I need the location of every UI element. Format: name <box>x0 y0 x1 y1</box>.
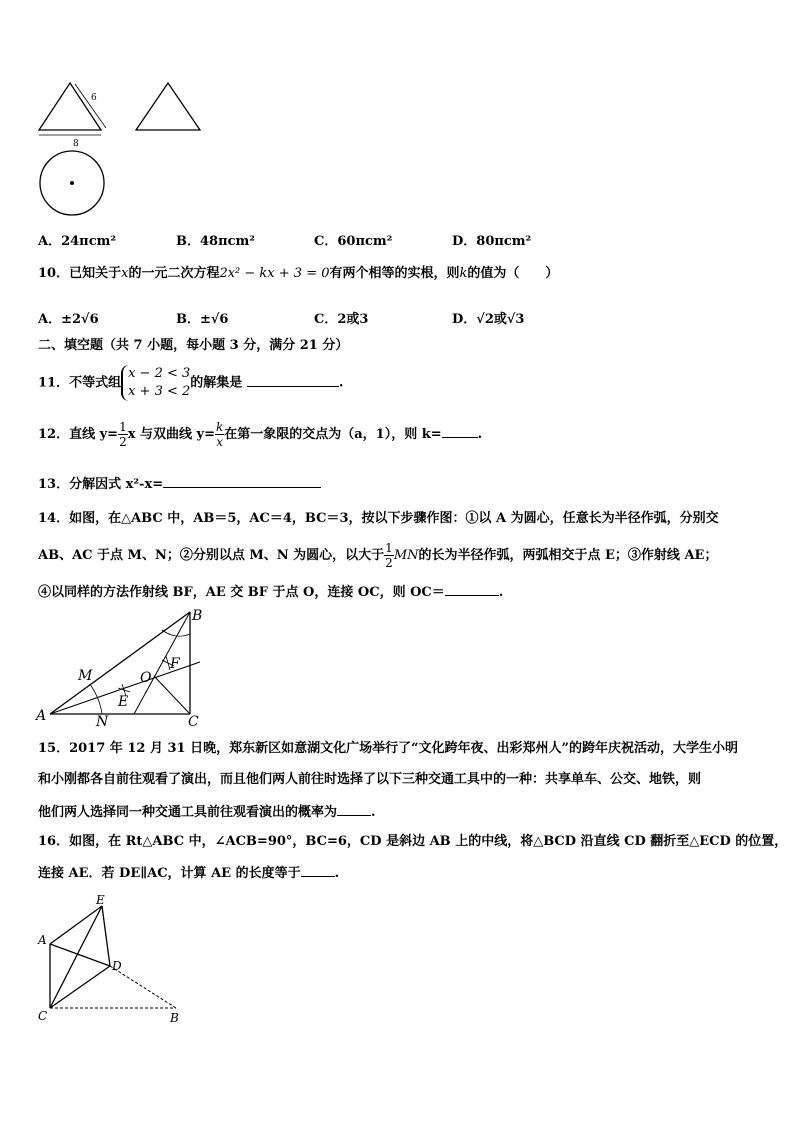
dimension-line-side <box>75 84 106 128</box>
q10-option-b: B．±√6 <box>176 312 229 327</box>
ray-bf <box>134 612 190 714</box>
q14-line2-b: 的长为半径作弧，两弧相交于点 E；③作射线 AE； <box>418 548 718 563</box>
q11-line2: x + 3 < 2 <box>128 384 191 399</box>
segment-cd <box>50 966 110 1008</box>
q11-inequality-system <box>121 365 190 401</box>
label-c: C <box>38 1009 48 1023</box>
q16-line2-end: . <box>334 866 340 881</box>
q15-answer-blank[interactable] <box>337 801 371 816</box>
label-e: E <box>118 694 129 710</box>
triangle-left <box>39 83 101 130</box>
q9-figure <box>30 78 220 228</box>
q10-k: k <box>459 266 468 281</box>
q14-answer-blank[interactable] <box>445 581 499 596</box>
q14-line3 <box>38 581 503 603</box>
label-c: C <box>188 714 199 730</box>
label-b: B <box>192 608 203 624</box>
q14-fraction: $\frac{1}{2}$ <box>385 541 393 570</box>
q13-text: 13．分解因式 x²-x= <box>38 477 164 492</box>
q10-option-c: C．2或3 <box>314 312 369 327</box>
q16-line2 <box>38 862 339 884</box>
segment-oc <box>154 676 190 714</box>
diameter-label: 8 <box>73 139 79 149</box>
q12-fraction-1: $\frac{1}{2}$ <box>119 420 127 449</box>
label-a: A <box>36 708 47 724</box>
q14-line3-text: ④以同样的方法作射线 BF，AE 交 BF 于点 O，连接 OC，则 OC＝ <box>38 585 445 600</box>
q14-line2 <box>38 541 717 570</box>
side-length-label: 6 <box>91 93 97 103</box>
q16-line1: 16．如图，在 Rt△ABC 中，∠ACB=90°，BC=6，CD 是斜边 AB 上的中线，将△BCD 沿直线 CD 翻折至△ECD 的位置， <box>38 834 788 849</box>
q10-option-d: D．√2或√3 <box>452 312 525 327</box>
q11-question <box>38 365 343 401</box>
q16-answer-blank[interactable] <box>301 862 335 877</box>
q15-line3-end: . <box>371 805 376 820</box>
q9-option-b: B．48πcm² <box>176 234 255 249</box>
q12-question <box>38 420 482 449</box>
q12-mid: x 与双曲线 y= <box>127 427 215 442</box>
q9-option-a: A．24πcm² <box>38 234 117 249</box>
q13-question <box>38 473 321 495</box>
section-2-heading: 二、填空题（共 7 小题，每小题 3 分，满分 21 分） <box>38 338 349 353</box>
q9-option-d: D．80πcm² <box>452 234 532 249</box>
q14-mn: MN <box>393 548 419 563</box>
q11-suffix: 的解集是 <box>190 375 243 391</box>
q15-line3-text: 他们两人选择同一种交通工具前往观看演出的概率为 <box>38 805 338 820</box>
q12-answer-blank[interactable] <box>442 423 478 438</box>
label-o: O <box>140 670 152 686</box>
label-a: A <box>38 933 47 947</box>
q10-equation: 2x² − kx + 3 = 0 <box>219 266 330 281</box>
q10-suffix: 有两个相等的实根，则 <box>329 266 460 281</box>
arc-b <box>162 630 190 636</box>
label-e: E <box>96 893 105 907</box>
q11-answer-blank[interactable] <box>247 372 339 387</box>
q15-line2: 和小刚都各自前往观看了演出，而且他们两人前往时选择了以下三种交通工具中的一种：共享单车、公交、地铁，则 <box>38 772 702 787</box>
label-n: N <box>96 714 109 730</box>
segment-ed <box>102 906 110 966</box>
q13-answer-blank[interactable] <box>163 473 321 488</box>
q12-suffix: 在第一象限的交点为（a，1），则 k= <box>224 427 442 442</box>
q10-option-a: A．±2√6 <box>38 312 99 327</box>
q16-figure <box>34 892 194 1026</box>
segment-ea <box>50 906 102 944</box>
label-m: M <box>78 668 93 684</box>
q10-end: 的值为（ ） <box>467 266 559 281</box>
circle-center-dot <box>70 181 74 185</box>
q14-figure <box>34 604 214 730</box>
q11-end: . <box>338 375 344 391</box>
q12-fraction-2: $\frac{k}{x}$ <box>215 420 224 449</box>
q10-var: x <box>121 266 129 281</box>
segment-ec <box>50 906 102 1008</box>
q11-prefix: 11．不等式组 <box>38 375 122 391</box>
q10-prefix: 10．已知关于 <box>38 266 122 281</box>
q12-prefix: 12．直线 y= <box>38 427 119 442</box>
q14-line2-a: AB、AC 于点 M、N；②分别以点 M、N 为圆心，以大于 <box>38 548 385 563</box>
q14-line1: 14．如图，在△ABC 中，AB＝5，AC＝4，BC＝3，按以下步骤作图：①以 A 为圆心，任意长为半径作弧，分别交 <box>38 511 719 526</box>
q11-line1: x − 2 < 3 <box>128 366 191 381</box>
q12-end: . <box>477 427 483 442</box>
segment-ad <box>50 944 110 966</box>
label-f: F <box>170 656 180 672</box>
q16-line2-text: 连接 AE．若 DE∥AC，计算 AE 的长度等于 <box>38 866 301 881</box>
q10-question <box>38 264 558 284</box>
q15-line3 <box>38 801 376 823</box>
q9-option-c: C．60πcm² <box>314 234 393 249</box>
label-b: B <box>170 1011 179 1025</box>
label-d: D <box>112 959 122 973</box>
q14-line3-end: . <box>498 585 504 600</box>
q15-line1: 15．2017 年 12 月 31 日晚，郑东新区如意湖文化广场举行了“文化跨年夜、出彩郑州人”的跨年庆祝活动，大学生小明 <box>38 741 739 756</box>
q10-mid: 的一元二次方程 <box>128 266 220 281</box>
triangle-right <box>136 83 200 130</box>
